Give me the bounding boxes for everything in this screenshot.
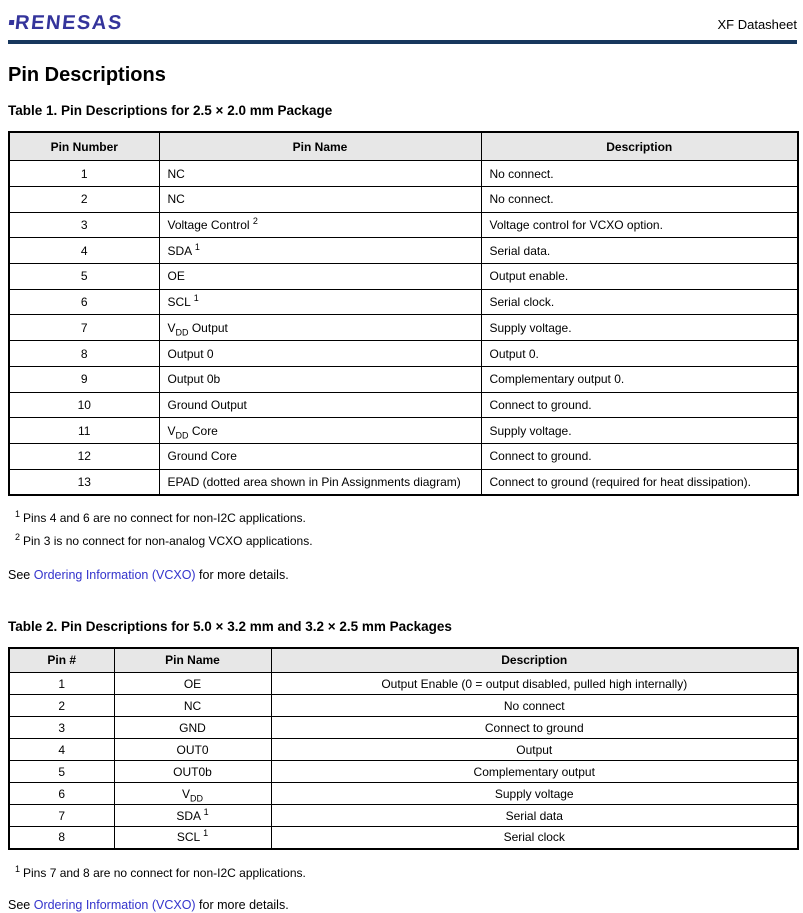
footnote-ref: 1 [203,806,209,817]
footnote-ref: 2 [252,216,258,227]
description-cell: Supply voltage. [481,315,798,341]
pin-name-text: NC [167,192,185,207]
pin-number-cell: 3 [9,212,159,238]
description-cell: Serial clock [271,827,798,849]
see-prefix: See [8,897,34,912]
description-cell: Supply voltage [271,783,798,805]
description-cell: No connect. [481,187,798,213]
footnote-ref: 1 [193,293,199,304]
pin-name-cell [159,161,481,187]
pin-name-text: SDA [167,243,195,258]
subscript-text: DD [175,327,189,338]
description-cell: Output Enable (0 = output disabled, pulled high internally) [271,673,798,695]
document-title: XF Datasheet [717,17,797,32]
footnote-text: Pins 4 and 6 are no connect for non-I2C applications. [23,510,306,525]
page-header [8,0,797,33]
pin-name-text: Output 0b [167,372,221,387]
pin-number-cell: 4 [9,238,159,264]
description-cell: Voltage control for VCXO option. [481,212,798,238]
table1-caption: Table 1. Pin Descriptions for 2.5 × 2.0 mm Package [8,103,333,118]
column-header: Description [481,132,798,161]
pin-name-cell [159,289,481,315]
table-row [9,695,798,717]
pin-name-text: NC [167,166,185,181]
pin-name-text: SCL [176,830,204,845]
pin-name-cell [159,341,481,367]
table-row [9,161,798,187]
description-cell: No connect [271,695,798,717]
footnote [15,507,797,530]
pin-name-cell [159,418,481,444]
table-row [9,673,798,695]
table-row [9,761,798,783]
pin-name-cell [114,805,271,827]
table1-see-also [8,568,797,583]
pin-name-cell [159,469,481,495]
description-cell: Supply voltage. [481,418,798,444]
description-cell: Output 0. [481,341,798,367]
pin-name-text: OUT0 [176,742,209,757]
pin-number-cell: 12 [9,443,159,469]
table-row [9,805,798,827]
pin-name-cell [114,717,271,739]
renesas-logo-text: RENESAS [13,12,125,34]
description-cell: Complementary output [271,761,798,783]
table-row [9,443,798,469]
renesas-logo [8,13,124,33]
table-row [9,827,798,849]
pin-name-cell [114,673,271,695]
description-cell: Complementary output 0. [481,366,798,392]
pin-number-cell: 13 [9,469,159,495]
footnote [15,530,797,553]
description-cell: Output enable. [481,264,798,290]
pin-number-cell: 1 [9,673,114,695]
pin-name-text: V [181,786,190,801]
pin-number-cell: 3 [9,717,114,739]
pin-name-text: Voltage Control [167,218,253,233]
see-suffix: for more details. [195,567,289,582]
pin-name-cell [114,761,271,783]
description-cell: Connect to ground [271,717,798,739]
pin-number-cell: 6 [9,783,114,805]
pin-name-cell [159,212,481,238]
footnote-marker: 2 [15,531,21,542]
column-header: Pin Name [114,648,271,673]
description-cell: Output [271,739,798,761]
table-row [9,212,798,238]
pin-name-text: Output [188,320,228,335]
pin-number-cell: 7 [9,805,114,827]
table2-footnotes [8,862,797,885]
pin-name-cell [159,187,481,213]
pin-name-cell [114,695,271,717]
footnote [15,862,797,885]
pin-name-text: Ground Core [167,449,237,464]
table1-header [9,132,798,161]
description-cell: Serial data [271,805,798,827]
pin-name-cell [159,392,481,418]
column-header: Pin Number [9,132,159,161]
pin-number-cell: 2 [9,695,114,717]
pin-name-cell [114,827,271,849]
pin-number-cell: 5 [9,264,159,290]
table1-footnotes [8,507,797,553]
pin-name-text: V [167,320,176,335]
pin-name-text: SCL [167,295,194,310]
pin-name-text: OE [167,269,185,284]
table2-header [9,648,798,673]
pin-name-cell [114,783,271,805]
ordering-information-link[interactable]: Ordering Information (VCXO) [33,567,196,582]
pin-name-cell [159,366,481,392]
pin-number-cell: 11 [9,418,159,444]
pin-name-text: V [167,423,176,438]
table-row [9,187,798,213]
pin-name-cell [159,315,481,341]
pin-name-text: GND [179,720,206,735]
pin-number-cell: 2 [9,187,159,213]
pin-table-2 [8,647,799,850]
pin-number-cell: 4 [9,739,114,761]
table-row [9,289,798,315]
description-cell: No connect. [481,161,798,187]
pin-name-text: Core [188,423,218,438]
subscript-text: DD [190,793,203,804]
table-row [9,238,798,264]
pin-number-cell: 8 [9,827,114,849]
pin-number-cell: 1 [9,161,159,187]
pin-number-cell: 9 [9,366,159,392]
footnote-marker: 1 [15,508,21,519]
pin-name-text: Ground Output [167,397,247,412]
description-cell: Connect to ground. [481,392,798,418]
pin-number-cell: 7 [9,315,159,341]
renesas-logo-dot-icon [9,20,15,25]
table2-caption: Table 2. Pin Descriptions for 5.0 × 3.2 mm and 3.2 × 2.5 mm Packages [8,618,452,634]
pin-name-text: OUT0b [173,764,212,779]
table-row [9,392,798,418]
description-cell: Serial clock. [481,289,798,315]
table-row [9,366,798,392]
table-row [9,469,798,495]
footnote-text: Pin 3 is no connect for non-analog VCXO applications. [23,533,313,548]
table-row [9,315,798,341]
pin-name-cell [159,238,481,264]
pin-number-cell: 5 [9,761,114,783]
pin-name-cell [159,443,481,469]
table-row [9,341,798,367]
page-title: Pin Descriptions [8,64,166,86]
table-row [9,717,798,739]
table2-see-also [8,898,797,913]
pin-number-cell: 6 [9,289,159,315]
description-cell: Serial data. [481,238,798,264]
pin-name-text: Output 0 [167,346,214,361]
pin-name-text: NC [183,698,202,713]
column-header: Pin Name [159,132,481,161]
pin-number-cell: 8 [9,341,159,367]
pin-number-cell: 10 [9,392,159,418]
pin-name-text: OE [183,676,202,691]
column-header: Description [271,648,798,673]
header-divider [8,40,797,44]
column-header: Pin # [9,648,114,673]
see-suffix: for more details. [195,897,289,912]
pin-name-text: EPAD (dotted area shown in Pin Assignments diagram) [167,474,461,489]
footnote-marker: 1 [15,863,21,874]
ordering-information-link[interactable]: Ordering Information (VCXO) [33,897,196,912]
subscript-text: DD [175,429,189,440]
pin-name-cell [114,739,271,761]
pin-name-cell [159,264,481,290]
footnote-ref: 1 [194,241,200,252]
table-row [9,418,798,444]
footnote-ref: 1 [203,828,209,839]
table-row [9,783,798,805]
table-row [9,739,798,761]
pin-table-1 [8,131,799,496]
description-cell: Connect to ground. [481,443,798,469]
footnote-text: Pins 7 and 8 are no connect for non-I2C applications. [23,865,306,880]
pin-name-text: SDA [176,808,204,823]
see-prefix: See [8,567,34,582]
description-cell: Connect to ground (required for heat dissipation). [481,469,798,495]
table-row [9,264,798,290]
